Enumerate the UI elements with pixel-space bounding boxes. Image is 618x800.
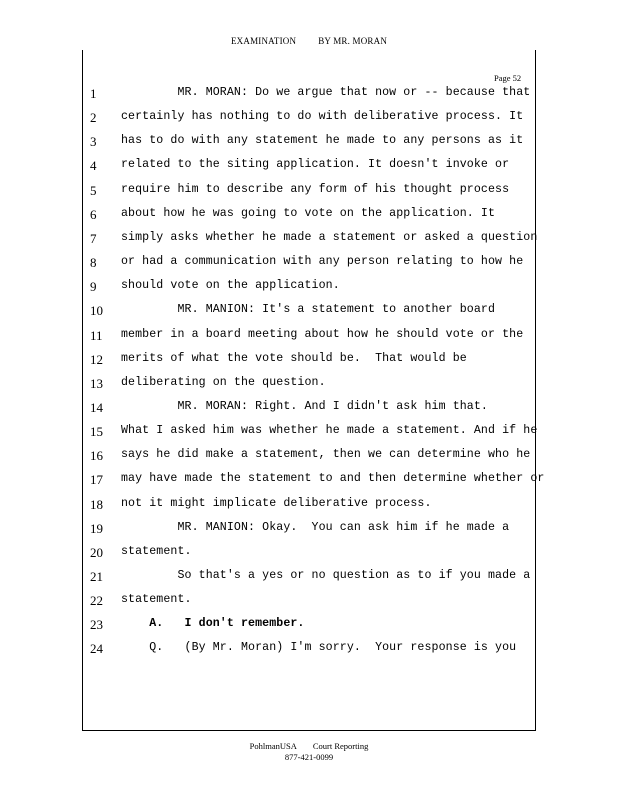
line-text: says he did make a statement, then we can determine who he xyxy=(121,448,531,462)
footer-service: Court Reporting xyxy=(312,741,369,751)
line-number: 21 xyxy=(90,569,103,584)
transcript-line xyxy=(0,641,618,663)
transcript-line xyxy=(0,593,618,615)
line-number: 24 xyxy=(90,641,103,657)
line-number: 14 xyxy=(90,399,103,415)
transcript-line xyxy=(0,207,618,229)
header-section: EXAMINATION xyxy=(230,36,297,46)
line-number: 12 xyxy=(90,351,103,367)
line-number: 18 xyxy=(90,496,103,512)
line-text: member in a board meeting about how he should vote or the xyxy=(121,327,524,341)
line-number: 3 xyxy=(90,134,97,150)
transcript-line xyxy=(0,376,618,398)
line-text: or had a communication with any person relating to how he xyxy=(121,255,524,269)
transcript-line xyxy=(0,448,618,470)
page-number: Page 52 xyxy=(494,73,522,83)
line-number: 15 xyxy=(90,424,103,440)
line-text: not it might implicate deliberative process. xyxy=(121,496,432,510)
line-number: 10 xyxy=(90,303,103,319)
line-text: about how he was going to vote on the application. It xyxy=(121,206,496,220)
transcript-line xyxy=(0,472,618,494)
transcript-line xyxy=(0,545,618,567)
line-text: should vote on the application. xyxy=(121,279,340,293)
transcript-line xyxy=(0,255,618,277)
transcript-line xyxy=(0,497,618,519)
transcript-line xyxy=(0,521,618,543)
transcript-line xyxy=(0,279,618,301)
line-text: may have made the statement to and then determine whether or xyxy=(121,472,545,486)
line-text: So that's a yes or no question as to if you made a xyxy=(121,569,531,582)
line-number: 19 xyxy=(90,520,103,536)
line-number: 16 xyxy=(90,448,103,464)
line-number: 6 xyxy=(90,206,97,222)
line-number: 23 xyxy=(90,617,103,633)
line-number: 7 xyxy=(90,230,97,246)
page-footer xyxy=(0,741,618,763)
line-text: simply asks whether he made a statement or asked a question xyxy=(121,230,538,244)
transcript-line xyxy=(0,303,618,325)
transcript-line xyxy=(0,617,618,639)
line-number: 17 xyxy=(90,472,103,488)
line-text: MR. MANION: It's a statement to another board xyxy=(121,303,496,317)
line-text: certainly has nothing to do with deliberative process. It xyxy=(121,110,524,124)
line-text: deliberating on the question. xyxy=(121,375,326,389)
line-text: Q. (By Mr. Moran) I'm sorry. Your response is you xyxy=(121,641,517,655)
line-text: MR. MORAN: Do we argue that now or -- because that xyxy=(121,86,531,99)
line-text: statement. xyxy=(121,544,192,558)
line-text: A. I don't remember. xyxy=(121,617,305,631)
transcript-line xyxy=(0,231,618,253)
line-text: require him to describe any form of his thought process xyxy=(121,182,510,196)
line-number: 9 xyxy=(90,279,97,295)
transcript-line xyxy=(0,134,618,156)
line-number: 2 xyxy=(90,110,97,126)
line-number: 8 xyxy=(90,255,97,271)
transcript-line xyxy=(0,158,618,180)
transcript-line xyxy=(0,400,618,422)
line-text: What I asked him was whether he made a statement. And if he xyxy=(121,424,538,438)
line-text: related to the siting application. It doesn't invoke or xyxy=(121,158,510,172)
line-text: merits of what the vote should be. That would be xyxy=(121,351,467,365)
transcript-line xyxy=(0,183,618,205)
page-header xyxy=(0,36,618,46)
line-text: statement. xyxy=(121,593,192,607)
line-number: 11 xyxy=(90,327,103,343)
transcript-line xyxy=(0,352,618,374)
line-number: 22 xyxy=(90,593,103,609)
line-number: 1 xyxy=(90,86,97,101)
line-number: 4 xyxy=(90,158,97,174)
transcript-line xyxy=(0,86,618,108)
transcript-line xyxy=(0,110,618,132)
transcript-line xyxy=(0,424,618,446)
line-text: MR. MORAN: Right. And I didn't ask him that. xyxy=(121,399,488,413)
line-text: MR. MANION: Okay. You can ask him if he made a xyxy=(121,520,510,534)
line-number: 13 xyxy=(90,375,103,391)
transcript-line xyxy=(0,569,618,591)
line-number: 20 xyxy=(90,544,103,560)
line-text: has to do with any statement he made to any persons as it xyxy=(121,134,524,148)
line-number: 5 xyxy=(90,182,97,198)
footer-company: PohlmanUSA xyxy=(249,741,297,751)
footer-phone: 877-421-0099 xyxy=(284,752,334,762)
header-examiner: BY MR. MORAN xyxy=(318,36,388,46)
transcript-line xyxy=(0,328,618,350)
